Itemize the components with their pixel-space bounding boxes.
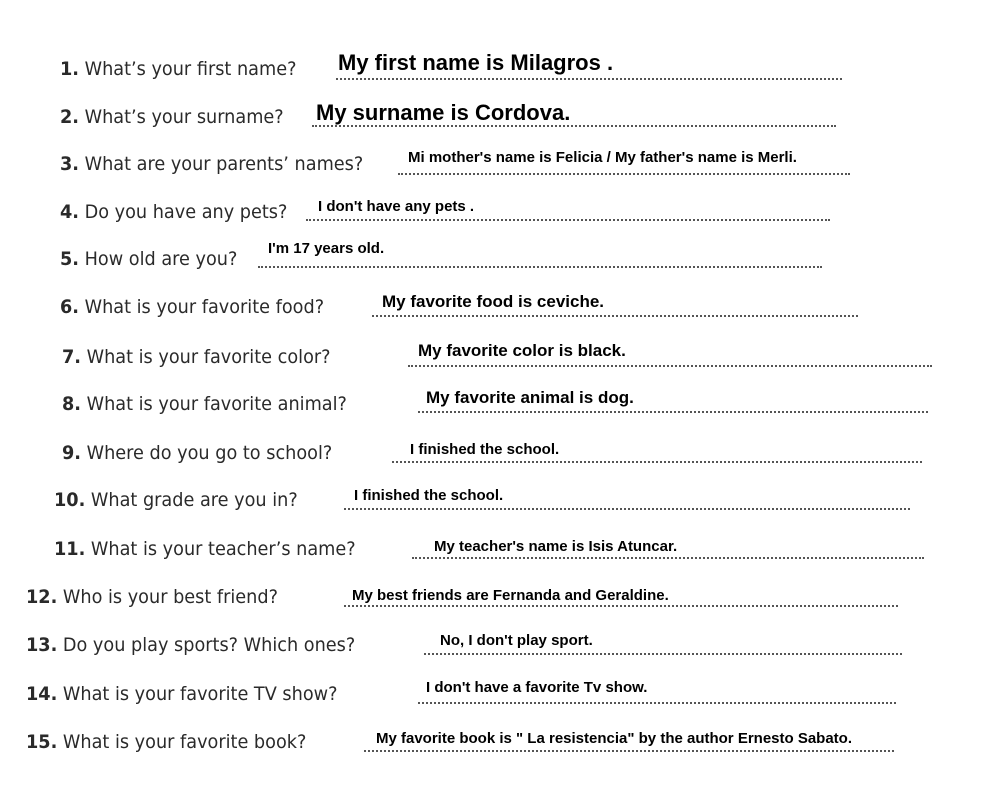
question-8 <box>62 393 347 415</box>
question-15 <box>26 731 306 753</box>
answer-11: My teacher's name is Isis Atuncar. <box>434 538 678 555</box>
question-text: Do you play sports? Which ones? <box>62 634 356 656</box>
question-number: 6. <box>60 296 80 318</box>
answer-13: No, I don't play sport. <box>440 632 593 649</box>
question-row-13 <box>0 626 986 666</box>
question-number: 1. <box>60 58 80 80</box>
question-2 <box>60 106 284 128</box>
answer-10: I finished the school. <box>354 487 504 504</box>
answer-line <box>392 461 922 463</box>
question-row-6 <box>0 288 986 328</box>
question-9 <box>62 442 332 464</box>
answer-8: My favorite animal is dog. <box>426 388 634 407</box>
question-number: 4. <box>60 201 80 223</box>
answer-15: My favorite book is " La resistencia" by the author Ernesto Sabato. <box>376 730 853 747</box>
answer-line <box>306 219 830 221</box>
answer-1: My first name is Milagros . <box>338 50 614 75</box>
question-row-7 <box>0 338 986 378</box>
question-number: 14. <box>26 683 58 705</box>
question-4 <box>60 201 287 223</box>
question-text: What grade are you in? <box>90 489 298 511</box>
question-5 <box>60 248 237 270</box>
question-number: 2. <box>60 106 80 128</box>
question-number: 10. <box>54 489 86 511</box>
question-6 <box>60 296 324 318</box>
question-row-14 <box>0 675 986 715</box>
question-13 <box>26 634 355 656</box>
answer-line <box>418 411 928 413</box>
question-text: What is your favorite food? <box>84 296 325 318</box>
question-text: What is your favorite book? <box>62 731 307 753</box>
question-text: What is your favorite animal? <box>86 393 347 415</box>
answer-14: I don't have a favorite Tv show. <box>426 679 648 696</box>
question-7 <box>62 346 331 368</box>
answer-line <box>344 605 898 607</box>
answer-5: I'm 17 years old. <box>268 240 385 257</box>
question-number: 9. <box>62 442 82 464</box>
question-text: What is your teacher’s name? <box>90 538 356 560</box>
question-text: How old are you? <box>84 248 238 270</box>
answer-line <box>258 266 822 268</box>
question-number: 12. <box>26 586 58 608</box>
question-text: What’s your first name? <box>84 58 297 80</box>
question-row-2 <box>0 98 986 138</box>
question-number: 5. <box>60 248 80 270</box>
question-text: Who is your best friend? <box>62 586 278 608</box>
answer-9: I finished the school. <box>410 441 560 458</box>
answer-line <box>344 508 910 510</box>
question-row-9 <box>0 434 986 474</box>
question-number: 7. <box>62 346 82 368</box>
question-row-12 <box>0 578 986 618</box>
question-row-8 <box>0 385 986 425</box>
question-row-3 <box>0 145 986 185</box>
answer-2: My surname is Cordova. <box>316 100 571 125</box>
question-text: What is your favorite color? <box>86 346 331 368</box>
question-row-15 <box>0 723 986 763</box>
question-number: 11. <box>54 538 86 560</box>
answer-line <box>408 365 932 367</box>
question-14 <box>26 683 337 705</box>
question-3 <box>60 153 363 175</box>
question-number: 8. <box>62 393 82 415</box>
answer-4: I don't have any pets . <box>318 198 475 215</box>
question-text: Where do you go to school? <box>86 442 333 464</box>
question-number: 3. <box>60 153 80 175</box>
question-row-10 <box>0 481 986 521</box>
question-row-5 <box>0 240 986 280</box>
question-number: 15. <box>26 731 58 753</box>
answer-line <box>364 750 894 752</box>
question-text: What’s your surname? <box>84 106 284 128</box>
answer-7: My favorite color is black. <box>418 341 626 360</box>
question-row-1 <box>0 50 986 90</box>
question-row-11 <box>0 530 986 570</box>
answer-line <box>418 702 896 704</box>
question-text: What is your favorite TV show? <box>62 683 338 705</box>
answer-3: Mi mother's name is Felicia / My father's name is Merli. <box>408 149 797 166</box>
answer-line <box>398 173 850 175</box>
answer-line <box>372 315 858 317</box>
answer-line <box>424 653 902 655</box>
question-12 <box>26 586 278 608</box>
answer-12: My best friends are Fernanda and Geraldine. <box>352 587 669 604</box>
question-number: 13. <box>26 634 58 656</box>
question-row-4 <box>0 193 986 233</box>
question-text: Do you have any pets? <box>84 201 288 223</box>
question-1 <box>60 58 296 80</box>
question-10 <box>54 489 298 511</box>
question-11 <box>54 538 356 560</box>
question-text: What are your parents’ names? <box>84 153 364 175</box>
answer-line <box>412 557 924 559</box>
answer-line <box>336 78 842 80</box>
answer-6: My favorite food is ceviche. <box>382 292 605 311</box>
